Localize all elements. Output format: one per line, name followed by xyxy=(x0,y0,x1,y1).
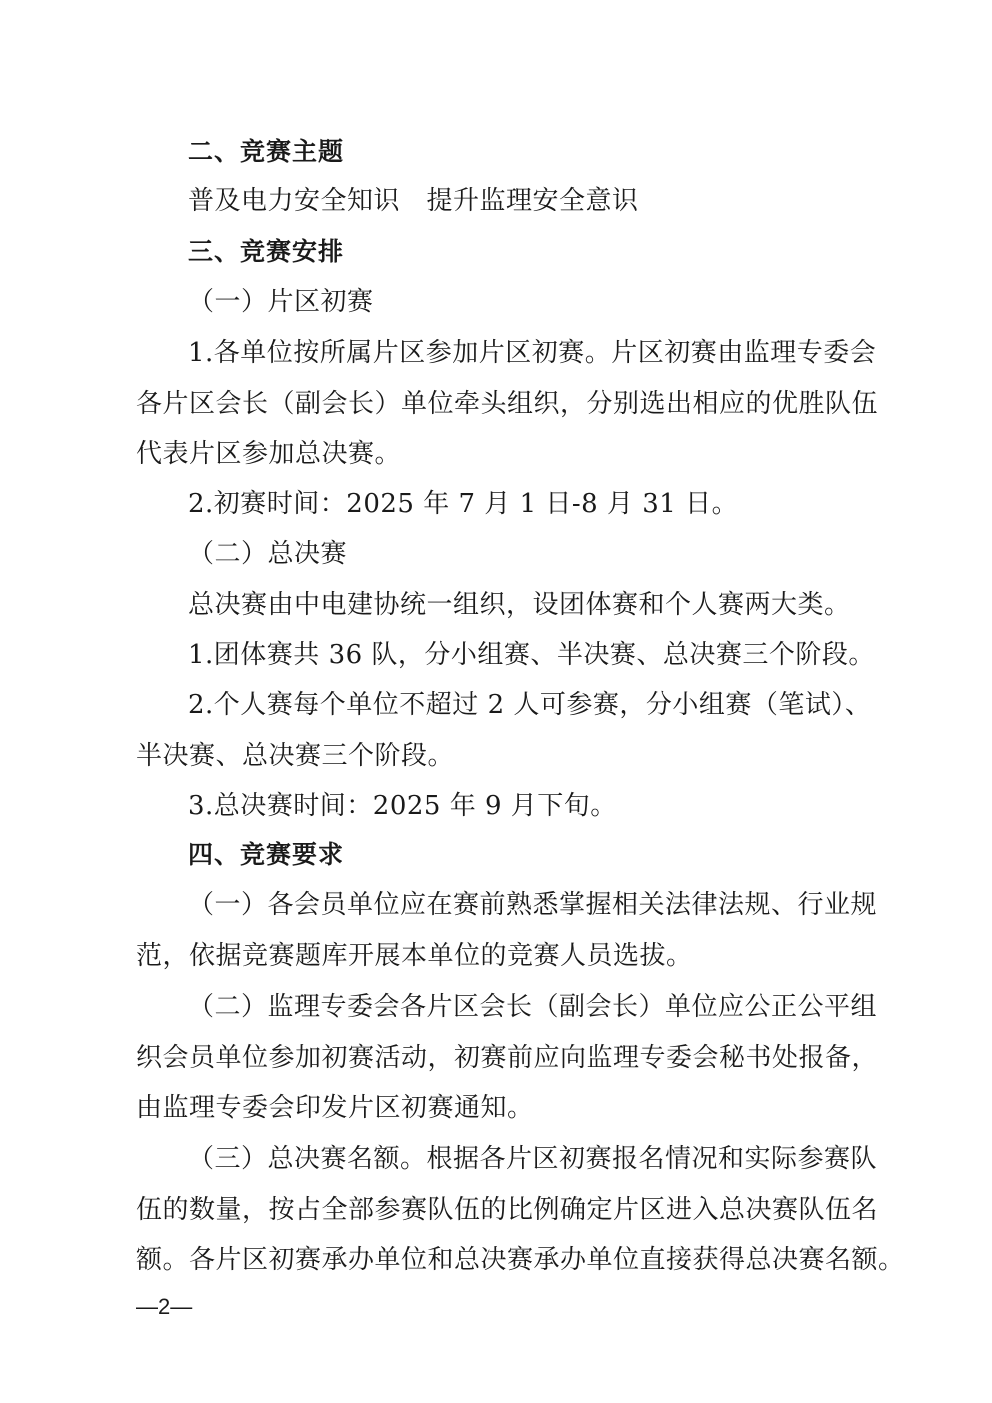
paragraph-line: （二）监理专委会各片区会长（副会长）单位应公正公平组 xyxy=(188,992,878,1022)
paragraph-line: 代表片区参加总决赛。 xyxy=(136,439,402,469)
paragraph-line: 伍的数量，按占全部参赛队伍的比例确定片区进入总决赛队伍名 xyxy=(136,1195,879,1225)
paragraph-line: 总决赛由中电建协统一组织，设团体赛和个人赛两大类。 xyxy=(188,590,851,620)
paragraph-line: 2.个人赛每个单位不超过 2 人可参赛，分小组赛（笔试）、 xyxy=(188,690,872,720)
paragraph-line: 额。各片区初赛承办单位和总决赛承办单位直接获得总决赛名额。 xyxy=(136,1245,905,1275)
subsection-heading: （二）总决赛 xyxy=(188,539,348,569)
paragraph-line: 各片区会长（副会长）单位牵头组织，分别选出相应的优胜队伍 xyxy=(136,389,879,419)
subsection-heading: （一）片区初赛 xyxy=(188,287,374,317)
paragraph-line: 1.各单位按所属片区参加片区初赛。片区初赛由监理专委会 xyxy=(188,338,877,368)
paragraph-line: 半决赛、总决赛三个阶段。 xyxy=(136,741,455,771)
section-heading-2: 二、竞赛主题 xyxy=(188,137,345,166)
paragraph-line: （一）各会员单位应在赛前熟悉掌握相关法律法规、行业规 xyxy=(188,890,878,920)
paragraph-line: 3.总决赛时间：2025 年 9 月下旬。 xyxy=(188,791,617,821)
paragraph-line: 范，依据竞赛题库开展本单位的竞赛人员选拔。 xyxy=(136,941,693,971)
paragraph-line: （三）总决赛名额。根据各片区初赛报名情况和实际参赛队 xyxy=(188,1144,878,1174)
paragraph-line: 1.团体赛共 36 队，分小组赛、半决赛、总决赛三个阶段。 xyxy=(188,640,875,670)
section-heading-3: 三、竞赛安排 xyxy=(188,237,345,266)
paragraph-line: 织会员单位参加初赛活动，初赛前应向监理专委会秘书处报备， xyxy=(136,1043,879,1073)
page-number: —2— xyxy=(136,1294,193,1319)
paragraph-line: 普及电力安全知识 提升监理安全意识 xyxy=(188,186,639,216)
section-heading-4: 四、竞赛要求 xyxy=(188,840,345,869)
paragraph-line: 由监理专委会印发片区初赛通知。 xyxy=(136,1093,534,1123)
paragraph-line: 2.初赛时间：2025 年 7 月 1 日-8 月 31 日。 xyxy=(188,489,739,519)
